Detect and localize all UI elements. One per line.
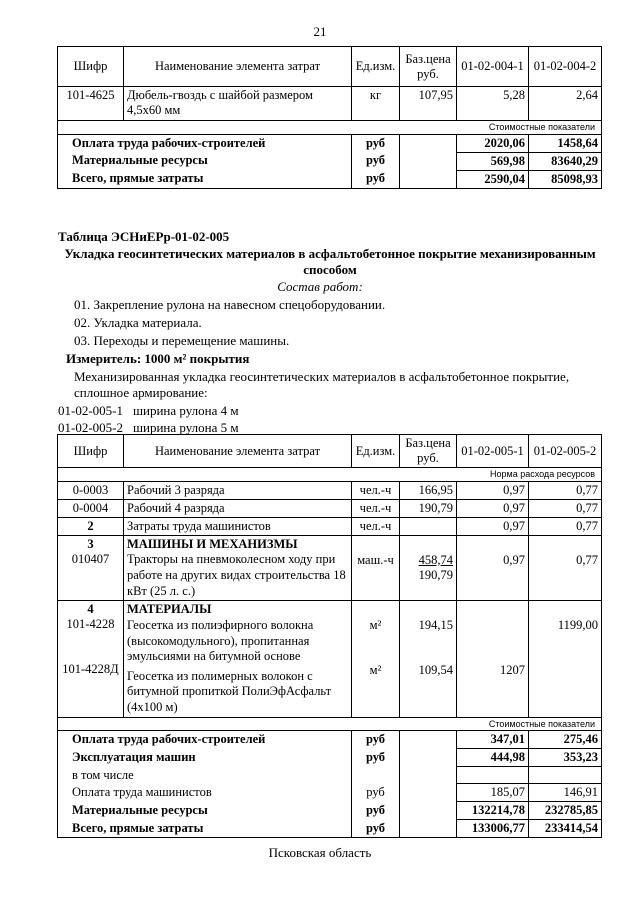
column-header-shifr: Шифр bbox=[58, 435, 124, 468]
table-row-value-2: 0,77 bbox=[529, 535, 602, 601]
materials-price-cell bbox=[400, 601, 457, 717]
total-value-2: 146,91 bbox=[529, 784, 602, 802]
total-label: Оплата труда машинистов bbox=[58, 784, 352, 802]
total-label: Всего, прямые затраты bbox=[58, 820, 352, 838]
table-row-name: Рабочий 4 разряда bbox=[124, 499, 352, 517]
composition-label: Состав работ: bbox=[277, 279, 363, 294]
total-value-2: 232785,85 bbox=[529, 802, 602, 820]
materials-value1-cell bbox=[457, 601, 529, 717]
section-number: 3 bbox=[87, 536, 94, 551]
column-header-unit: Ед.изм. bbox=[352, 435, 400, 468]
table-row-value-1: 0,97 bbox=[457, 481, 529, 499]
total-value-1: 347,01 bbox=[457, 731, 529, 749]
total-value-2: 85098,93 bbox=[529, 170, 602, 188]
column-header-price: Баз.цена руб. bbox=[400, 435, 457, 468]
table-row-price: 190,79 bbox=[400, 499, 457, 517]
total-unit: руб bbox=[352, 152, 400, 170]
total-unit: руб bbox=[352, 749, 400, 767]
column-header-unit: Ед.изм. bbox=[352, 47, 400, 87]
total-label: Материальные ресурсы bbox=[58, 152, 352, 170]
total-unit: руб bbox=[352, 802, 400, 820]
table-row-value-2: 2,64 bbox=[529, 87, 602, 121]
total-value-2 bbox=[529, 767, 602, 784]
table-row-price-cell bbox=[400, 535, 457, 601]
machines-name-cell bbox=[124, 535, 352, 601]
table-row-code: 2 bbox=[58, 517, 124, 535]
total-value-1: 444,98 bbox=[457, 749, 529, 767]
table-row-value-2: 0,77 bbox=[529, 481, 602, 499]
table-row-code: 101-4228 bbox=[66, 617, 115, 632]
description: Механизированная укладка геосинтетических материалов в асфальтобетонное покрытие, сплошное армирование: bbox=[74, 369, 570, 400]
cost-indicators-header: Стоимостные показатели bbox=[58, 717, 602, 731]
column-header-code-1: 01-02-005-1 bbox=[457, 435, 529, 468]
total-value-1: 133006,77 bbox=[457, 820, 529, 838]
table-row-price: 107,95 bbox=[400, 87, 457, 121]
table-row-unit: маш.-ч bbox=[352, 535, 400, 601]
resource-table-2 bbox=[57, 434, 602, 838]
table-row-value-1: 0,97 bbox=[457, 517, 529, 535]
total-value-1: 569,98 bbox=[457, 152, 529, 170]
table-row-price: 166,95 bbox=[400, 481, 457, 499]
column-header-code-2: 01-02-004-2 bbox=[529, 47, 602, 87]
table-row-price-labor: 190,79 bbox=[418, 567, 453, 582]
total-value-2: 1458,64 bbox=[529, 134, 602, 152]
table-row-value-1: 0,97 bbox=[457, 535, 529, 601]
table-row-value-1: 1207 bbox=[500, 663, 525, 678]
table-row-value-1: 5,28 bbox=[457, 87, 529, 121]
machines-section-title: МАШИНЫ И МЕХАНИЗМЫ bbox=[127, 536, 298, 551]
section-number: 4 bbox=[87, 602, 94, 617]
table-row-code: 0-0004 bbox=[58, 499, 124, 517]
table-row-price: 109,54 bbox=[418, 663, 453, 678]
total-label: Всего, прямые затраты bbox=[58, 170, 352, 188]
total-value-1: 132214,78 bbox=[457, 802, 529, 820]
work-item: 01. Закрепление рулона на навесном спецоборудовании. bbox=[74, 297, 386, 312]
page-number: 21 bbox=[313, 24, 327, 39]
table-row-unit: кг bbox=[352, 87, 400, 121]
materials-name-cell bbox=[124, 601, 352, 717]
materials-value2-cell bbox=[529, 601, 602, 717]
total-label: Материальные ресурсы bbox=[58, 802, 352, 820]
table-row-value-2 bbox=[532, 663, 598, 678]
total-value-1: 2590,04 bbox=[457, 170, 529, 188]
table-row-code: 101-4228Д bbox=[62, 662, 119, 677]
total-unit: руб bbox=[352, 784, 400, 802]
table-row-price: 194,15 bbox=[418, 618, 453, 633]
table-row-name: Геосетка из полиэфирного волокна (высокомодульного), пропитанная эмульсиями на битумной основе bbox=[127, 617, 314, 664]
table-row-price: 458,74 bbox=[418, 552, 453, 567]
total-unit bbox=[352, 767, 400, 784]
section-heading: Укладка геосинтетических материалов в асфальтобетонное покрытие механизированным способом bbox=[64, 246, 596, 278]
page-footer: Псковская область bbox=[268, 845, 372, 860]
variant-code: 01-02-005-2 bbox=[58, 420, 123, 435]
table-row-name: Затраты труда машинистов bbox=[124, 517, 352, 535]
table-row-value-1: 0,97 bbox=[457, 499, 529, 517]
cost-table-1 bbox=[57, 46, 602, 189]
total-label: Оплата труда рабочих-строителей bbox=[58, 731, 352, 749]
total-unit: руб bbox=[352, 820, 400, 838]
total-unit: руб bbox=[352, 170, 400, 188]
table-row-code: 0-0003 bbox=[58, 481, 124, 499]
variant-text: ширина рулона 5 м bbox=[133, 420, 239, 435]
total-unit: руб bbox=[352, 731, 400, 749]
column-header-code-1: 01-02-004-1 bbox=[457, 47, 529, 87]
cost-indicators-header: Стоимостные показатели bbox=[58, 121, 602, 135]
total-label: Оплата труда рабочих-строителей bbox=[58, 134, 352, 152]
work-item: 02. Укладка материала. bbox=[74, 315, 202, 330]
table-row-value-2: 0,77 bbox=[529, 517, 602, 535]
table-row-value-1 bbox=[460, 618, 525, 633]
table-row-name: Тракторы на пневмоколесном ходу при работе на других видах строительства 18 кВт (25 л. с.) bbox=[127, 552, 346, 598]
table-row-code: 010407 bbox=[71, 551, 110, 566]
total-value-2: 275,46 bbox=[529, 731, 602, 749]
column-header-code-2: 01-02-005-2 bbox=[529, 435, 602, 468]
total-label: Эксплуатация машин bbox=[58, 749, 352, 767]
meter-unit: Измеритель: 1000 м² покрытия bbox=[66, 351, 250, 366]
table-row-unit: м² bbox=[369, 663, 382, 678]
column-header-price: Баз.цена руб. bbox=[400, 47, 457, 87]
table-row-unit: чел.-ч bbox=[352, 481, 400, 499]
total-value-1: 2020,06 bbox=[457, 134, 529, 152]
table-row-name: Геосетка из полимерных волокон с битумной пропиткой ПолиЭфАсфальт (4х100 м) bbox=[127, 668, 332, 715]
table-row-unit: чел.-ч bbox=[352, 499, 400, 517]
column-header-shifr: Шифр bbox=[58, 47, 124, 87]
materials-section-title: МАТЕРИАЛЫ bbox=[127, 602, 212, 617]
column-header-name: Наименование элемента затрат bbox=[124, 435, 352, 468]
column-header-name: Наименование элемента затрат bbox=[124, 47, 352, 87]
total-unit: руб bbox=[352, 134, 400, 152]
total-value-2: 83640,29 bbox=[529, 152, 602, 170]
materials-section-cell bbox=[58, 601, 124, 717]
total-label: в том числе bbox=[58, 767, 352, 784]
total-value-2: 353,23 bbox=[529, 749, 602, 767]
total-value-1 bbox=[457, 767, 529, 784]
table-row-value-2: 0,77 bbox=[529, 499, 602, 517]
table-row-unit: чел.-ч bbox=[352, 517, 400, 535]
materials-unit-cell bbox=[352, 601, 400, 717]
total-value-1: 185,07 bbox=[457, 784, 529, 802]
table-row-code: 101-4625 bbox=[58, 87, 124, 121]
norm-header: Норма расхода ресурсов bbox=[58, 468, 602, 482]
table-title: Таблица ЭСНиЕРр-01-02-005 bbox=[58, 229, 230, 244]
machines-section-cell bbox=[58, 535, 124, 601]
variant-text: ширина рулона 4 м bbox=[133, 403, 239, 418]
table-row-name: Дюбель-гвоздь с шайбой размером 4,5х60 мм bbox=[124, 87, 352, 121]
table-row-value-2: 1199,00 bbox=[557, 618, 598, 633]
table-row-unit: м² bbox=[369, 618, 382, 633]
table-row-name: Рабочий 3 разряда bbox=[124, 481, 352, 499]
work-item: 03. Переходы и перемещение машины. bbox=[74, 333, 290, 348]
variant-code: 01-02-005-1 bbox=[58, 403, 123, 418]
total-value-2: 233414,54 bbox=[529, 820, 602, 838]
